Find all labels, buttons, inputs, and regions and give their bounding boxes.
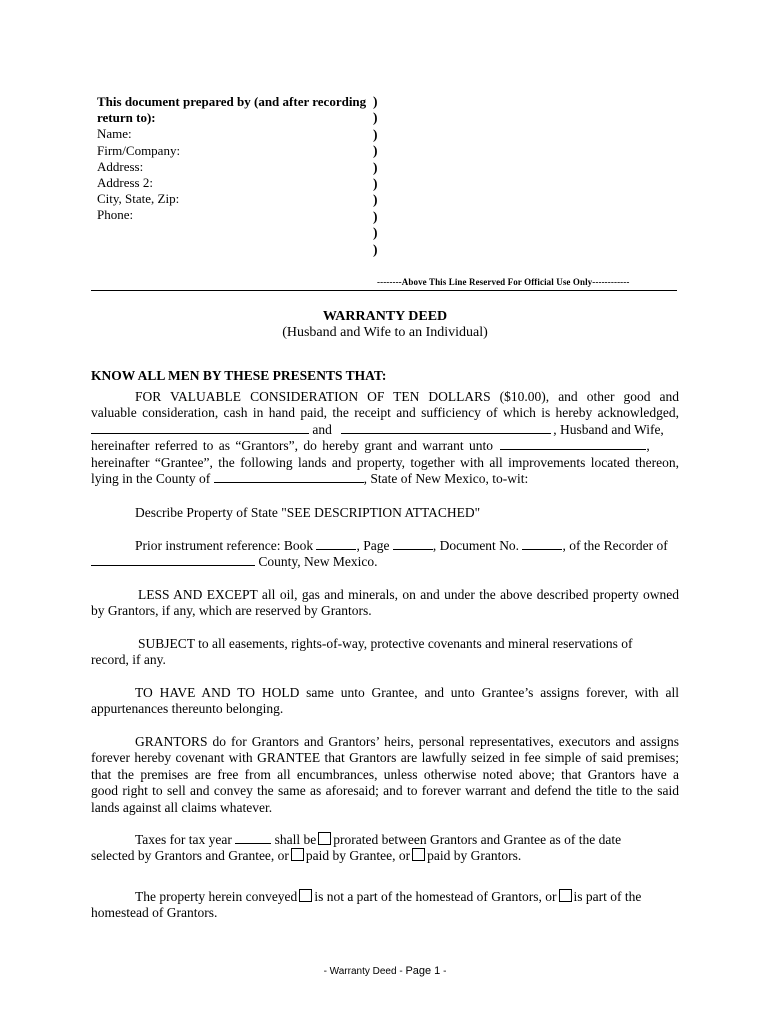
- covenant-paragraph: [91, 734, 679, 816]
- prior-line-1: [91, 538, 679, 554]
- paren: ): [373, 94, 378, 109]
- firm-label: Firm/Company:: [97, 142, 181, 158]
- county-label: lying in the County of: [91, 471, 211, 487]
- covenant-line-1: GRANTORS do for Grantors and Grantors’ heirs, personal representatives, executors and assigns: [135, 734, 679, 749]
- and-label: and: [312, 421, 332, 437]
- paren: ): [373, 143, 378, 159]
- selected-by-label: selected by Grantors and Grantee, or: [91, 848, 289, 864]
- paid-by-grantee-checkbox[interactable]: [291, 848, 304, 861]
- taxes-paragraph: [91, 832, 679, 865]
- not-homestead-checkbox[interactable]: [299, 889, 312, 902]
- prior-instrument-paragraph: [91, 538, 679, 571]
- name-label: Name:: [97, 126, 132, 142]
- preparer-block: [97, 94, 366, 224]
- less-except-line-1: LESS AND EXCEPT all oil, gas and minerals, on and under the above described property owned: [138, 587, 679, 602]
- is-homestead-checkbox[interactable]: [559, 889, 572, 902]
- grantor-2-name-field[interactable]: [341, 422, 551, 434]
- taxes-line-2: [91, 848, 679, 864]
- comma-label: ,: [646, 438, 650, 454]
- address-label: Address:: [97, 158, 144, 174]
- prepared-by-label: This document prepared by (and after recording: [97, 94, 367, 109]
- know-all-men-heading: KNOW ALL MEN BY THESE PRESENTS THAT:: [91, 368, 387, 383]
- document-no-label: , Document No.: [432, 538, 520, 553]
- property-conveyed-label: The property herein conveyed: [135, 889, 298, 904]
- covenant-line-5: lands against all claims whatever.: [91, 799, 273, 815]
- grant-warrant-text: hereinafter referred to as “Grantors”, do hereby grant and warrant unto: [91, 438, 493, 454]
- document-no-field[interactable]: [522, 538, 562, 550]
- book-field[interactable]: [316, 538, 356, 550]
- homestead-line-2: homestead of Grantors.: [91, 905, 218, 921]
- consideration-line-3: [91, 422, 679, 438]
- page-number: Page 1: [405, 965, 441, 977]
- paid-by-grantors-label: paid by Grantors.: [427, 848, 522, 864]
- habendum-line-2: appurtenances thereunto belonging.: [91, 701, 284, 717]
- covenant-line-3: that the premises are free from all encumbrances, unless otherwise noted above; that Grantors have a: [91, 766, 679, 782]
- paren-column: [373, 94, 378, 258]
- consideration-line-1: FOR VALUABLE CONSIDERATION OF TEN DOLLARS ($10.00), and other good and: [135, 389, 679, 404]
- recorder-county-field[interactable]: [91, 554, 255, 566]
- document-title: WARRANTY DEED: [322, 309, 448, 324]
- county-field[interactable]: [214, 471, 364, 483]
- paren: ): [373, 159, 378, 175]
- paren: ): [373, 110, 378, 126]
- shall-be-label: shall be: [274, 832, 317, 847]
- page-field[interactable]: [393, 538, 433, 550]
- page-footer: [0, 965, 770, 977]
- covenant-line-4: good right to sell and convey the same as aforesaid; and to forever warrant and defend the title to the said: [91, 783, 679, 799]
- reserved-line-text: --------Above This Line Reserved For Official Use Only------------: [377, 277, 630, 287]
- city-state-zip-label: City, State, Zip:: [97, 191, 180, 207]
- covenant-line-2: forever hereby covenant with GRANTEE that Grantors are lawfully seized in fee simple of said premises;: [91, 750, 679, 766]
- footer-suffix: -: [443, 966, 447, 977]
- phone-label: Phone:: [97, 207, 134, 223]
- not-homestead-label: is not a part of the homestead of Grantors, or: [314, 889, 557, 904]
- book-label: Prior instrument reference: Book: [135, 538, 314, 553]
- husband-wife-label: , Husband and Wife,: [553, 421, 664, 437]
- consideration-line-2: valuable consideration, cash in hand paid, the receipt and sufficiency of which is hereby acknowledged,: [91, 405, 679, 421]
- tax-year-field[interactable]: [235, 832, 271, 844]
- subject-to-paragraph: [91, 636, 679, 669]
- address2-label: Address 2:: [97, 175, 153, 191]
- paren: ): [373, 241, 378, 257]
- less-except-paragraph: [91, 587, 679, 620]
- paren: ): [373, 192, 378, 208]
- habendum-paragraph: [91, 685, 679, 718]
- return-to-label: return to):: [97, 110, 156, 126]
- county-nm-label: County, New Mexico.: [258, 554, 378, 570]
- subject-line-1: SUBJECT to all easements, rights-of-way, protective covenants and mineral reservations of: [138, 636, 633, 651]
- homestead-line-1: [91, 889, 679, 905]
- page-label: , Page: [356, 538, 390, 553]
- recorder-label: , of the Recorder of: [562, 538, 668, 553]
- homestead-paragraph: [91, 889, 679, 922]
- paren: ): [373, 208, 378, 224]
- state-label: , State of New Mexico, to-wit:: [363, 471, 529, 487]
- less-except-line-2: by Grantors, if any, which are reserved by Grantors.: [91, 603, 372, 619]
- paren: ): [373, 176, 378, 192]
- paren: ): [373, 126, 378, 142]
- paid-by-grantors-checkbox[interactable]: [412, 848, 425, 861]
- reserved-divider: [91, 290, 677, 291]
- is-homestead-label: is part of the: [573, 889, 642, 904]
- prior-line-2: [91, 554, 679, 570]
- grantor-1-name-field[interactable]: [91, 422, 309, 434]
- consideration-line-5: hereinafter “Grantee”, the following lands and property, together with all improvements located thereon,: [91, 454, 679, 470]
- subject-line-2: record, if any.: [91, 652, 166, 668]
- describe-property-line: Describe Property of State "SEE DESCRIPTION ATTACHED": [135, 505, 481, 520]
- taxes-line-1: [91, 832, 679, 848]
- grantee-name-field[interactable]: [500, 438, 646, 450]
- habendum-line-1: TO HAVE AND TO HOLD same unto Grantee, and unto Grantee’s assigns forever, with all: [135, 685, 679, 700]
- paren: ): [373, 225, 378, 241]
- consideration-line-4: [91, 438, 679, 454]
- footer-prefix: - Warranty Deed -: [323, 966, 403, 977]
- paid-by-grantee-label: paid by Grantee, or: [305, 848, 411, 864]
- document-subtitle: (Husband and Wife to an Individual): [282, 325, 488, 340]
- consideration-line-6: [91, 471, 679, 487]
- prorated-label: prorated between Grantors and Grantee as of the date: [333, 832, 622, 847]
- consideration-paragraph: [91, 389, 679, 487]
- prorated-checkbox[interactable]: [318, 832, 331, 845]
- tax-year-label: Taxes for tax year: [135, 832, 232, 847]
